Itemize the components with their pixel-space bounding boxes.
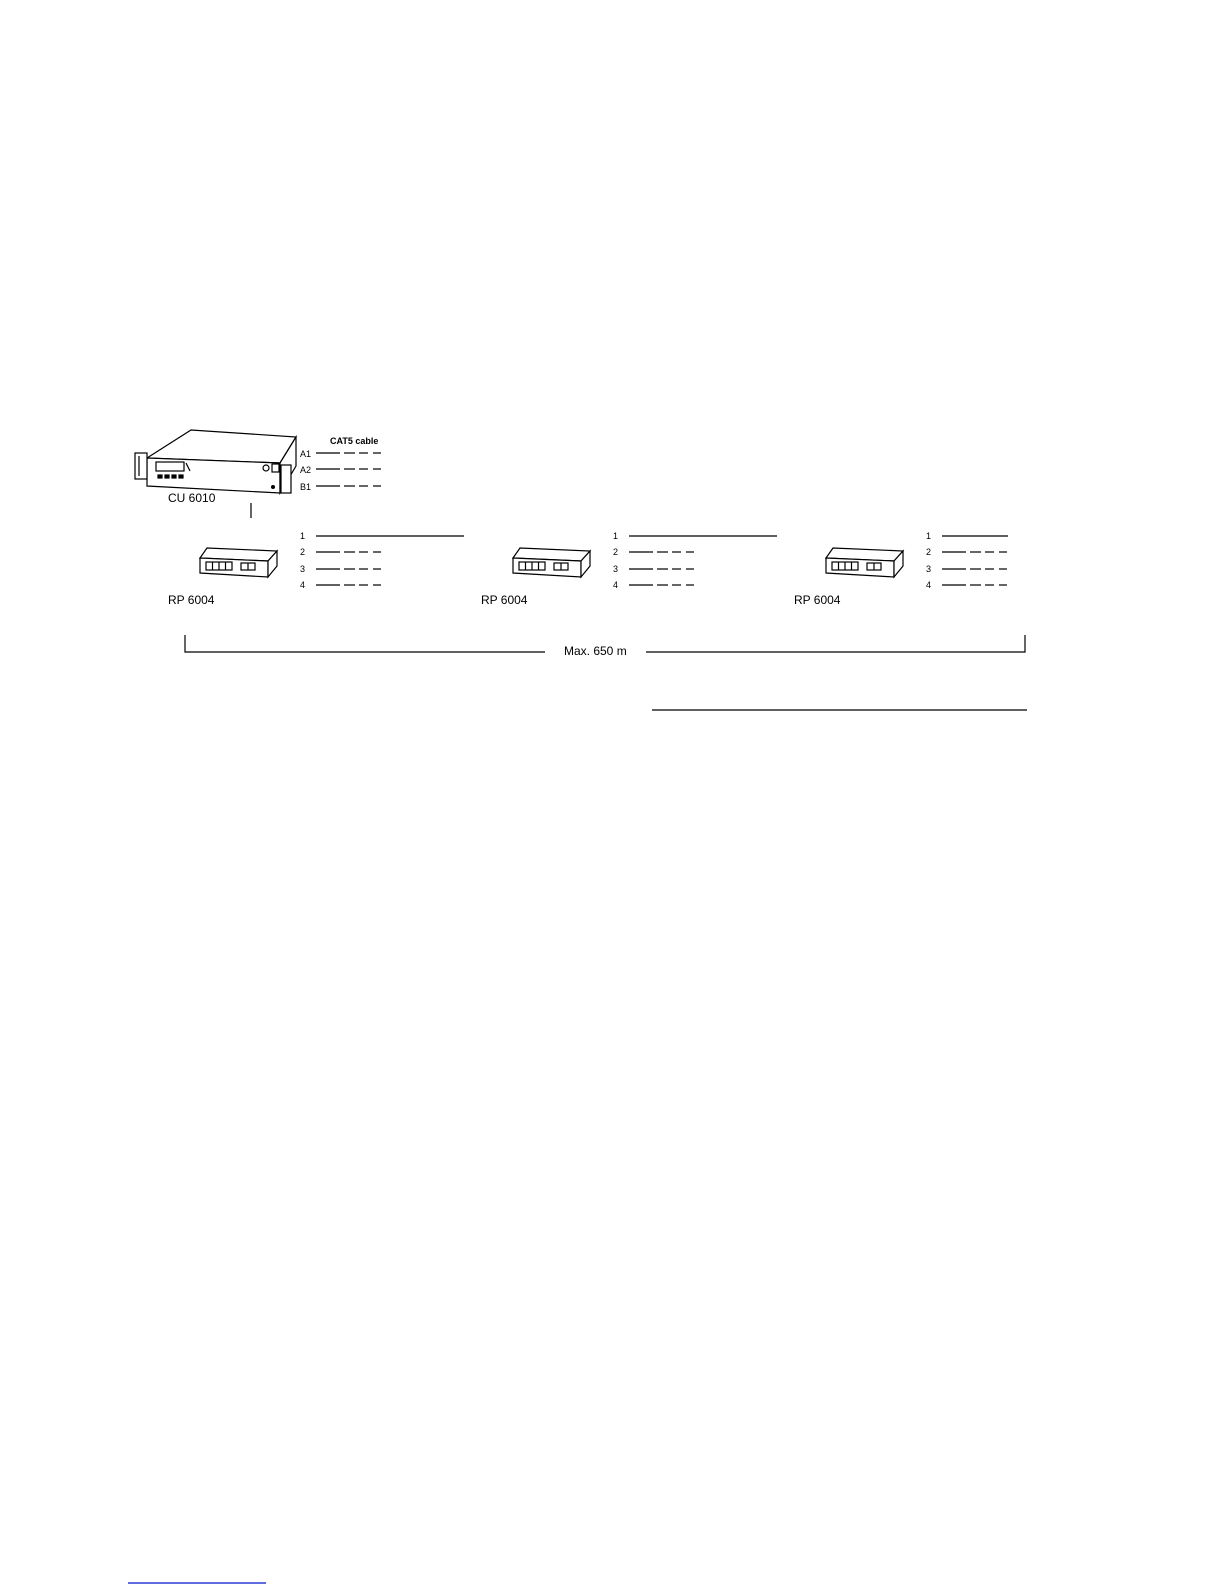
repeater-1-port-lines: [316, 536, 464, 585]
repeater-2-port-3: 3: [613, 564, 619, 574]
repeater-2-port-4: 4: [613, 580, 619, 590]
control-unit-name: CU 6010: [168, 491, 216, 505]
repeater-1-port-3: 3: [300, 564, 306, 574]
repeater-2-device: [513, 548, 590, 577]
cu-port-b1: B1: [300, 482, 312, 492]
repeater-2-port-2: 2: [613, 547, 619, 557]
cu-port-a2: A2: [300, 465, 312, 475]
repeater-3-device: [826, 548, 903, 577]
repeater-2: [481, 531, 777, 607]
repeater-2-port-1: 1: [613, 531, 619, 541]
repeater-1-port-4: 4: [300, 580, 306, 590]
repeater-3-port-4: 4: [926, 580, 932, 590]
repeater-3-port-1: 1: [926, 531, 932, 541]
repeater-3-name: RP 6004: [794, 593, 841, 607]
repeater-3-port-2: 2: [926, 547, 932, 557]
repeater-1: [168, 531, 464, 607]
repeater-1-device: [200, 548, 277, 577]
control-unit-device: [135, 430, 296, 493]
repeater-1-port-2: 2: [300, 547, 306, 557]
repeater-3-port-3: 3: [926, 564, 932, 574]
repeater-3: [794, 531, 1008, 607]
repeater-2-name: RP 6004: [481, 593, 528, 607]
cu-port-a1: A1: [300, 449, 312, 459]
repeater-3-port-lines: [942, 536, 1008, 585]
repeater-2-port-lines: [629, 536, 777, 585]
cable-label: CAT5 cable: [330, 436, 379, 446]
control-unit-port-lines: [316, 453, 381, 486]
repeater-1-port-1: 1: [300, 531, 306, 541]
distance-label: Max. 650 m: [564, 644, 627, 658]
repeater-1-name: RP 6004: [168, 593, 215, 607]
